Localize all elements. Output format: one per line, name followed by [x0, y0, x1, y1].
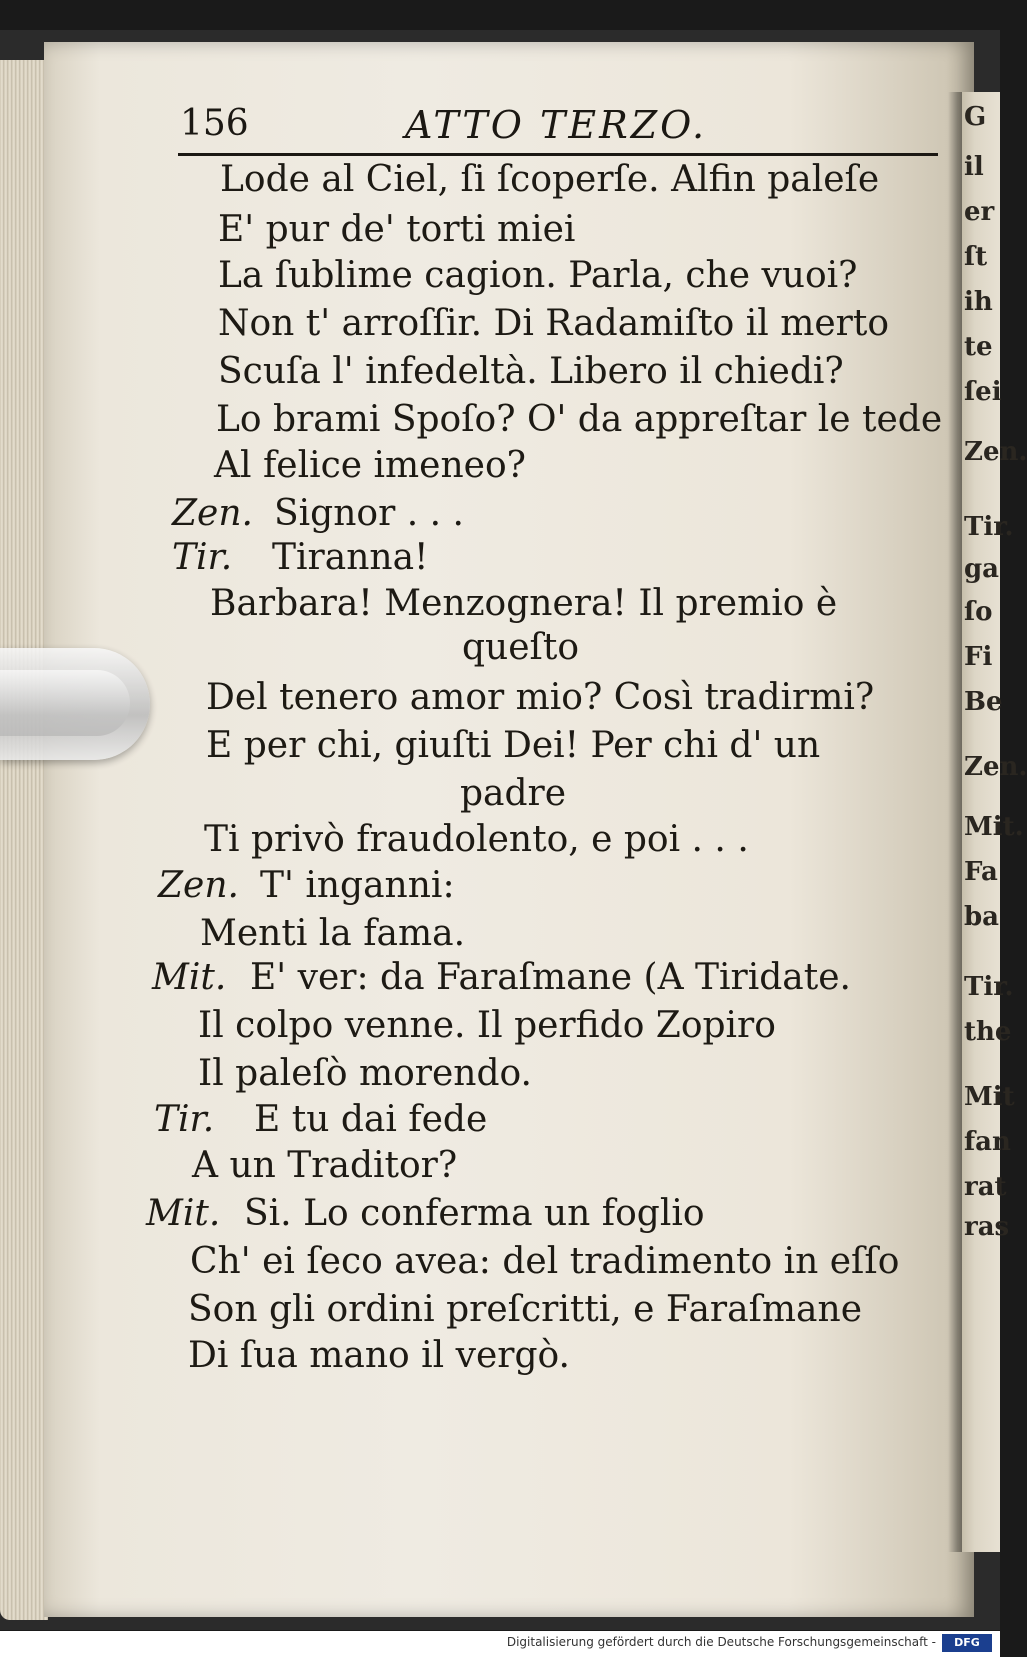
header-rule — [178, 153, 938, 156]
facing-page-fragment: Tir. — [964, 512, 1014, 542]
verse-text-line: Lo brami Spoſo? O' da appreſtar le tede — [216, 399, 943, 440]
facing-page-fragment: ſei — [964, 377, 1002, 407]
verse-text-line: Il colpo venne. Il perfido Zopiro — [198, 1005, 776, 1046]
verse-line — [214, 445, 526, 486]
facing-page-fragment: rat — [964, 1172, 1007, 1202]
speaker-label: Mit. — [152, 957, 227, 998]
verse-text-line: Non t' arroſſir. Di Radamiſto il merto — [218, 303, 890, 344]
facing-page-fragment: Zen. — [964, 752, 1027, 782]
facing-page-fragment: the — [964, 1017, 1012, 1047]
facing-page-fragment: Mit. — [964, 812, 1024, 842]
verse-line — [146, 1193, 705, 1234]
verse-line — [198, 1053, 532, 1094]
facing-page-fragment: Fi — [964, 642, 993, 672]
facing-page-fragment: fan — [964, 1127, 1011, 1157]
verse-line — [198, 1005, 776, 1046]
verse-line — [188, 1335, 570, 1376]
verse-text-line: Ch' ei ſeco avea: del tradimento in eſſo — [190, 1241, 900, 1282]
speaker-label: Zen. — [158, 865, 239, 906]
verse-line — [172, 537, 429, 578]
page-stack-edge — [0, 60, 48, 1620]
facing-page-fragment: Fa — [964, 857, 998, 887]
facing-page-fragment: ſo — [964, 597, 993, 627]
verse-text-line: Il paleſò morendo. — [198, 1053, 532, 1094]
verse-text-line: Signor . . . — [274, 493, 464, 534]
verse-line — [218, 209, 576, 250]
facing-page-edge — [958, 92, 1027, 1552]
facing-page-fragment: ras — [964, 1212, 1010, 1242]
verse-text-line: T' inganni: — [260, 865, 455, 906]
verse-text-line: Scuſa l' infedeltà. Libero il chiedi? — [218, 351, 844, 392]
verse-line — [218, 303, 890, 344]
verse-text-line: A un Traditor? — [192, 1145, 458, 1186]
speaker-label: Mit. — [146, 1193, 221, 1234]
verse-text-line: Si. Lo conferma un foglio — [244, 1193, 705, 1234]
facing-page-fragment: ga — [964, 554, 1000, 584]
verse-text-line: Barbara! Menzognera! Il premio è — [210, 583, 838, 624]
verse-text-line: E tu dai fede — [254, 1099, 488, 1140]
verse-line — [192, 1145, 458, 1186]
verse-line — [460, 773, 567, 814]
verse-line — [190, 1241, 900, 1282]
facing-page-fragment: G — [964, 102, 987, 132]
facing-page-fragment: te — [964, 332, 993, 362]
facing-page-fragment: er — [964, 197, 995, 227]
speaker-label: Tir. — [154, 1099, 215, 1140]
verse-line — [152, 957, 851, 998]
verse-line — [462, 627, 579, 668]
verse-line — [216, 399, 943, 440]
verse-text-line: padre — [460, 773, 567, 814]
verse-line — [204, 819, 749, 860]
footer-bar — [0, 1631, 1000, 1657]
speaker-label: Tir. — [172, 537, 233, 578]
speaker-label: Zen. — [172, 493, 253, 534]
verse-text-line: Al felice imeneo? — [214, 445, 526, 486]
verse-line — [220, 159, 880, 200]
verse-line — [154, 1099, 488, 1140]
page-clip-highlight — [0, 670, 130, 736]
footer-credit: Digitalisierung gefördert durch die Deutsche Forschungsgemeinschaft - — [506, 1635, 936, 1649]
facing-page-fragment: Tir. — [964, 972, 1014, 1002]
verse-line — [172, 493, 464, 534]
verse-line — [218, 351, 844, 392]
verse-text-line: E per chi, giuſti Dei! Per chi d' un — [206, 725, 821, 766]
verse-text-line: Son gli ordini preſcritti, e Faraſmane — [188, 1289, 862, 1330]
facing-page-fragment: ba — [964, 902, 1000, 932]
verse-text-line: Tiranna! — [272, 537, 429, 578]
verse-text-line: La ſublime cagion. Parla, che vuoi? — [218, 255, 858, 296]
verse-text-line: Del tenero amor mio? Così tradirmi? — [206, 677, 875, 718]
verse-line — [218, 255, 858, 296]
page-number: 156 — [180, 103, 249, 144]
facing-page-fragment: Zen. — [964, 437, 1027, 467]
verse-text-line: Lode al Ciel, ſi ſcoperſe. Alfin paleſe — [220, 159, 880, 200]
facing-page-fragment: ſt — [964, 242, 988, 272]
facing-page-fragment: il — [964, 152, 984, 182]
verse-line — [200, 913, 466, 954]
running-title: ATTO TERZO. — [405, 103, 708, 147]
gutter-shadow — [948, 92, 962, 1552]
verse-line — [158, 865, 455, 906]
verse-line — [210, 583, 838, 624]
verse-line — [188, 1289, 862, 1330]
facing-page-fragment: Mit — [964, 1082, 1015, 1112]
dfg-logo[interactable]: DFG — [942, 1634, 992, 1652]
verse-text-line: E' pur de' torti miei — [218, 209, 576, 250]
verse-line — [206, 725, 821, 766]
page-header — [180, 103, 940, 153]
facing-page-fragment: Be — [964, 687, 1003, 717]
verse-line — [206, 677, 875, 718]
verse-text-line: E' ver: da Faraſmane (A Tiridate. — [250, 957, 851, 998]
verse-text-line: Menti la fama. — [200, 913, 466, 954]
verse-text-line: queſto — [462, 627, 579, 668]
facing-page-fragment: ih — [964, 287, 993, 317]
verse-text-line: Ti privò fraudolento, e poi . . . — [204, 819, 749, 860]
verse-text-line: Di ſua mano il vergò. — [188, 1335, 570, 1376]
